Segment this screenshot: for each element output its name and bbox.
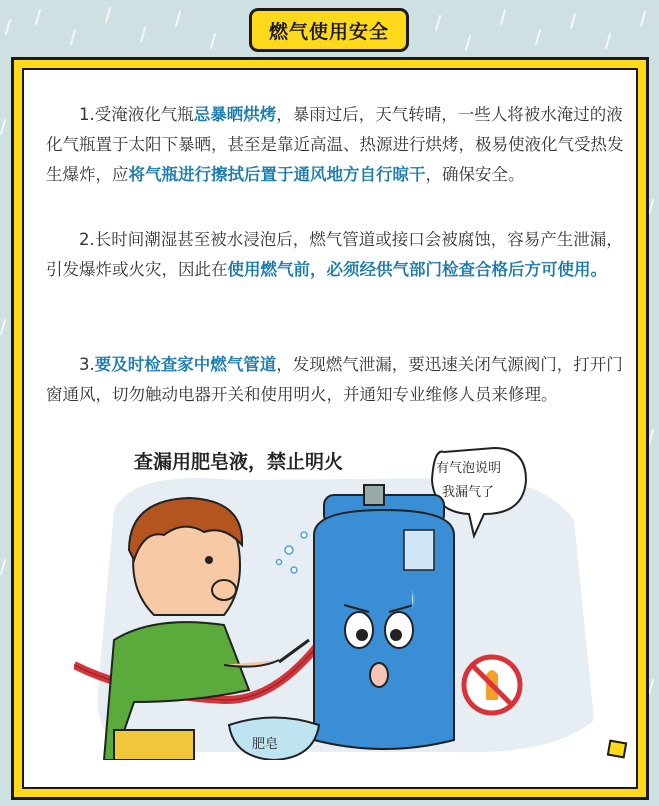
paragraph-1-highlight-1: 忌暴晒烘烤 xyxy=(193,105,277,124)
paragraph-3 xyxy=(46,350,626,410)
paragraph-1-highlight-2: 将气瓶进行擦拭后置于通风地方自行晾干 xyxy=(128,165,426,184)
paragraph-2 xyxy=(46,225,626,285)
paragraph-2-body: 2.长时间潮湿甚至被水浸泡后，燃气管道或接口会被腐蚀，容易产生泄漏，引发爆炸或火灾，因此在 xyxy=(46,230,623,279)
illustration-caption: 查漏用肥皂液，禁止明火 xyxy=(134,451,344,473)
paragraph-3-highlight: 要及时检查家中燃气管道 xyxy=(94,355,277,374)
speech-bubble-line-2: 我漏气了 xyxy=(442,485,495,500)
soap-bowl xyxy=(229,718,319,761)
speech-bubble-line-1: 有气泡说明 xyxy=(436,461,502,476)
paragraph-1-prefix: 1.受淹液化气瓶 xyxy=(79,105,194,124)
soap-bowl-label: 肥皂 xyxy=(252,737,279,752)
content-frame xyxy=(11,57,649,800)
paragraph-3-body: ，发现燃气泄漏，要迅速关闭气源阀门，打开门窗通风，切勿触动电器开关和使用明火，并通知专业维修人员来修理。 xyxy=(46,355,623,404)
paragraph-1-body: ，暴雨过后，天气转晴，一些人将被水淹过的液化气瓶置于太阳下暴晒，甚至是靠近高温、热源进行烘烤，极易使液化气受热发生爆炸，应 xyxy=(46,105,624,184)
corner-decoration xyxy=(607,740,628,759)
paragraph-1-suffix: ，确保安全。 xyxy=(425,165,525,184)
no-flame-sign-icon xyxy=(464,657,520,713)
paragraph-1 xyxy=(46,100,626,190)
paragraph-2-highlight: 使用燃气前，必须经供气部门检查合格后方可使用。 xyxy=(227,260,607,279)
content-panel xyxy=(22,68,638,789)
paragraph-3-prefix: 3. xyxy=(79,355,95,374)
page-title: 燃气使用安全 xyxy=(268,20,389,43)
title-tab xyxy=(249,8,409,52)
gas-cylinder xyxy=(314,485,454,749)
gas-leak-illustration xyxy=(74,440,634,760)
